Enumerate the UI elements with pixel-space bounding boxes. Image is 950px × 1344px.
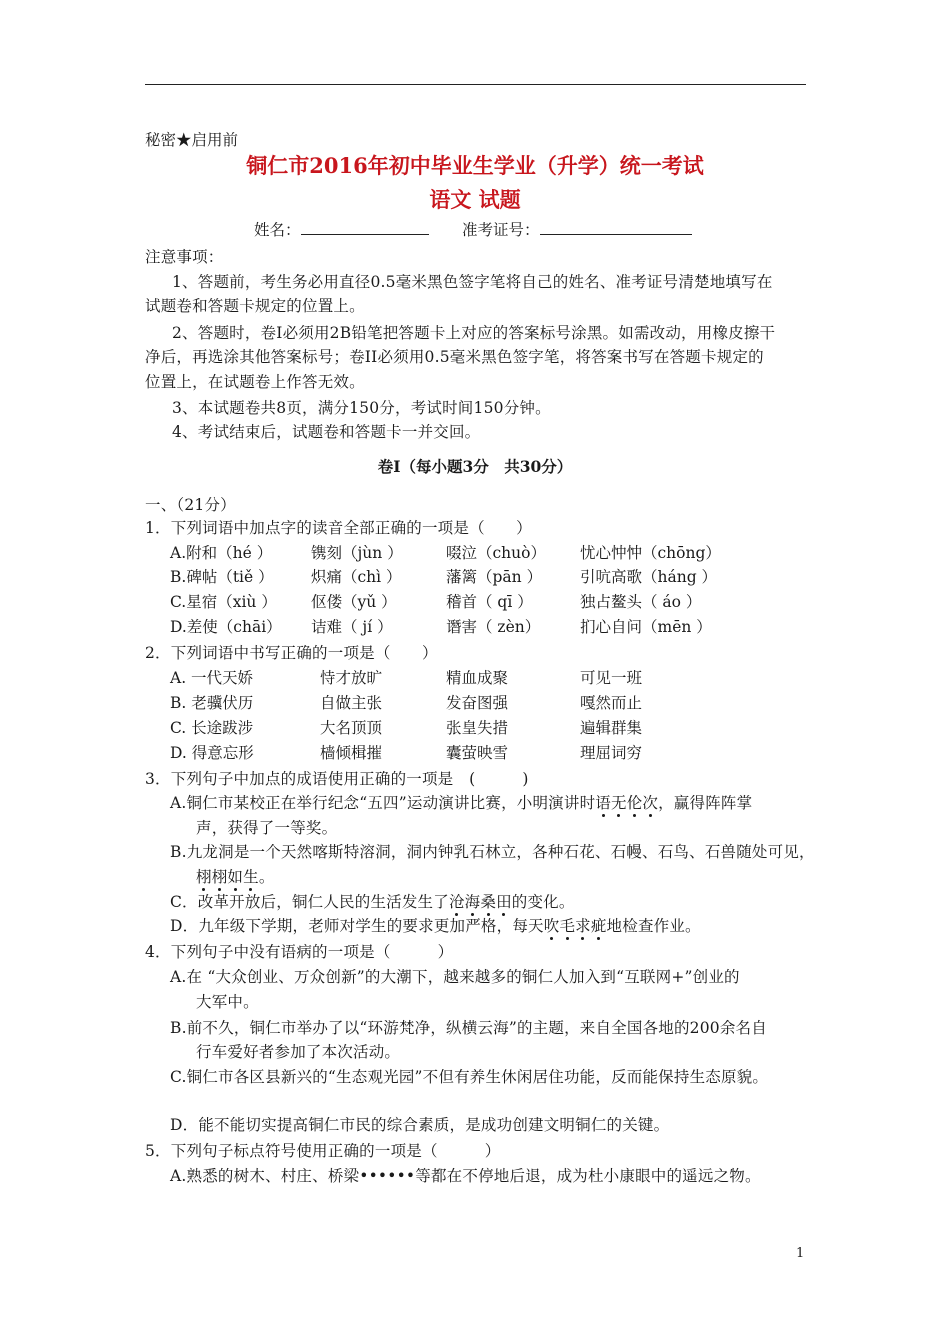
q3-option-c [170, 890, 575, 912]
q2-option: 樯倾楫摧 [320, 744, 383, 762]
q1-option: A.附和（hé ） [170, 544, 273, 562]
q2-option: B. 老骥伏历 [170, 694, 254, 712]
q1-option: 藩篱（pān ） [446, 568, 543, 586]
q1-option: 伛偻（yǔ ） [311, 593, 397, 611]
q2-option: 张皇失措 [446, 719, 509, 737]
q3-a-text: ，赢得阵阵掌 [658, 794, 753, 812]
q3-b-text: 。 [258, 868, 275, 886]
exam-id-label: 准考证号： [462, 221, 540, 239]
q3-option-b: B.九龙洞是一个天然喀斯特溶洞，洞内钟乳石林立，各种石花、石幔、石鸟、石兽随处可见， [170, 843, 815, 861]
q2-option: 可见一班 [580, 669, 643, 687]
emphasis-char: 生 [243, 865, 259, 887]
q1-option: 引吭高歌（háng ） [580, 568, 718, 586]
q3-d-text: D．九年级下学期，老师对学生的要求更加严格，每天 [170, 917, 544, 935]
emphasis-char: 栩 [196, 865, 212, 887]
q1-option: 诘难（ jí ） [311, 618, 393, 636]
q2-option: 理屈词穷 [580, 744, 643, 762]
q1-option: 稽首（ qī ） [446, 593, 533, 611]
emphasis-char: 海 [465, 890, 481, 912]
q1-option: 谮害（ zèn） [446, 618, 541, 636]
emphasis-char: 无 [611, 791, 627, 813]
q2-option: A. 一代天娇 [170, 669, 254, 687]
q1-option: 炽痛（chì ） [311, 568, 402, 586]
confidential-label: 秘密★启用前 [145, 131, 239, 149]
emphasis-char: 沧 [449, 890, 465, 912]
q5-option-a: A.熟悉的树木、村庄、桥梁••••••等都在不停地后退，成为杜小康眼中的遥远之物。 [170, 1167, 761, 1185]
q3-d-idiom [544, 917, 607, 935]
part-label: 一、（21分） [145, 496, 236, 514]
q3-d-text: 地检查作业。 [606, 917, 701, 935]
q1-option: C.星宿（xiù ） [170, 593, 277, 611]
q2-option: 自做主张 [320, 694, 383, 712]
q2-option: 遍辑群集 [580, 719, 643, 737]
notice-line: 1、答题前，考生务必用直径0.5毫米黑色签字笔将自己的姓名、准考证号清楚地填写在 [172, 273, 773, 291]
question-3-stem: 3．下列句子中加点的成语使用正确的一项是 ( ) [145, 770, 529, 788]
notice-heading: 注意事项： [145, 248, 224, 266]
q3-option-b-cont [196, 865, 275, 887]
q4-option-a: A.在 “大众创业、万众创新”的大潮下，越来越多的铜仁人加入到“互联网+”创业的 [170, 968, 740, 986]
q2-option: 精血成聚 [446, 669, 509, 687]
q3-c-text: C．改革开放后，铜仁人民的生活发生了 [170, 893, 449, 911]
q3-option-a-cont: 声，获得了一等奖。 [196, 819, 338, 837]
q3-c-text: 的变化。 [511, 893, 575, 911]
q2-option: C. 长途跋涉 [170, 719, 254, 737]
question-2-stem: 2．下列词语中书写正确的一项是（ ） [145, 644, 438, 662]
q1-option: 独占鳌头（ áo ） [580, 593, 702, 611]
q1-option: 镌刻（jùn ） [311, 544, 403, 562]
q3-c-idiom [449, 893, 512, 911]
q4-option-c: C.铜仁市各区县新兴的“生态观光园”不但有养生休闲居住功能，反而能保持生态原貌。 [170, 1068, 769, 1086]
q1-option: B.碑帖（tiě ） [170, 568, 274, 586]
notice-line: 位置上，在试题卷上作答无效。 [145, 373, 365, 391]
emphasis-char: 疵 [591, 914, 607, 936]
page-number: 1 [796, 1246, 805, 1261]
notice-line: 净后，再选涂其他答案标号；卷II必须用0.5毫米黑色签字笔，将答案书写在答题卡规定的 [145, 348, 764, 366]
top-rule [145, 84, 806, 85]
emphasis-char: 次 [642, 791, 658, 813]
emphasis-char: 如 [227, 865, 243, 887]
exam-title: 铜仁市2016年初中毕业生学业（升学）统一考试 [246, 153, 704, 178]
notice-line: 4、考试结束后，试题卷和答题卡一并交回。 [172, 423, 481, 441]
q3-option-d [170, 914, 701, 936]
q4-option-b: B.前不久，铜仁市举办了以“环游梵净，纵横云海”的主题，来自全国各地的200余名自 [170, 1019, 767, 1037]
emphasis-char: 毛 [559, 914, 575, 936]
name-label: 姓名： [254, 221, 301, 239]
exam-subject: 语文 试题 [429, 187, 521, 212]
notice-line: 试题卷和答题卡规定的位置上。 [145, 297, 365, 315]
exam-id-blank [540, 219, 692, 235]
q3-b-idiom [196, 868, 259, 886]
section-title: 卷Ⅰ（每小题3分 共30分） [377, 457, 573, 476]
q2-option: 发奋图强 [446, 694, 509, 712]
emphasis-char: 栩 [212, 865, 228, 887]
q2-option: 恃才放旷 [320, 669, 383, 687]
q4-option-d: D．能不能切实提高铜仁市民的综合素质，是成功创建文明铜仁的关键。 [170, 1116, 670, 1134]
q4-option-b-cont: 行车爱好者参加了本次活动。 [196, 1043, 401, 1061]
q4-option-a-cont: 大军中。 [196, 993, 259, 1011]
question-4-stem: 4．下列句子中没有语病的一项是（ ） [145, 943, 454, 961]
notice-line: 2、答题时，卷Ⅰ必须用2B铅笔把答题卡上对应的答案标号涂黑。如需改动，用橡皮擦干 [172, 324, 776, 342]
name-field [254, 218, 429, 240]
q2-option: 囊萤映雪 [446, 744, 509, 762]
q2-option: 大名顶顶 [320, 719, 383, 737]
emphasis-char: 伦 [627, 791, 643, 813]
q3-option-a [170, 791, 752, 813]
emphasis-char: 桑 [480, 890, 496, 912]
question-5-stem: 5．下列句子标点符号使用正确的一项是（ ） [145, 1142, 501, 1160]
q2-option: D. 得意忘形 [170, 744, 254, 762]
emphasis-char: 田 [496, 890, 512, 912]
q3-a-idiom [595, 794, 658, 812]
q2-option: 嘎然而止 [580, 694, 643, 712]
q3-a-text: A.铜仁市某校正在举行纪念“五四”运动演讲比赛，小明演讲时 [170, 794, 596, 812]
emphasis-char: 吹 [544, 914, 560, 936]
emphasis-char: 求 [575, 914, 591, 936]
emphasis-char: 语 [595, 791, 611, 813]
notice-line: 3、本试题卷共8页，满分150分，考试时间150分钟。 [172, 399, 551, 417]
question-1-stem: 1．下列词语中加点字的读音全部正确的一项是（ ） [145, 519, 532, 537]
name-blank [301, 219, 429, 235]
q1-option: 啜泣（chuò） [446, 544, 546, 562]
q1-option: 扪心自问（mēn ） [580, 618, 712, 636]
exam-id-field [462, 218, 692, 240]
q1-option: D.差使（chāi） [170, 618, 282, 636]
q1-option: 忧心忡忡（chōng） [580, 544, 721, 562]
